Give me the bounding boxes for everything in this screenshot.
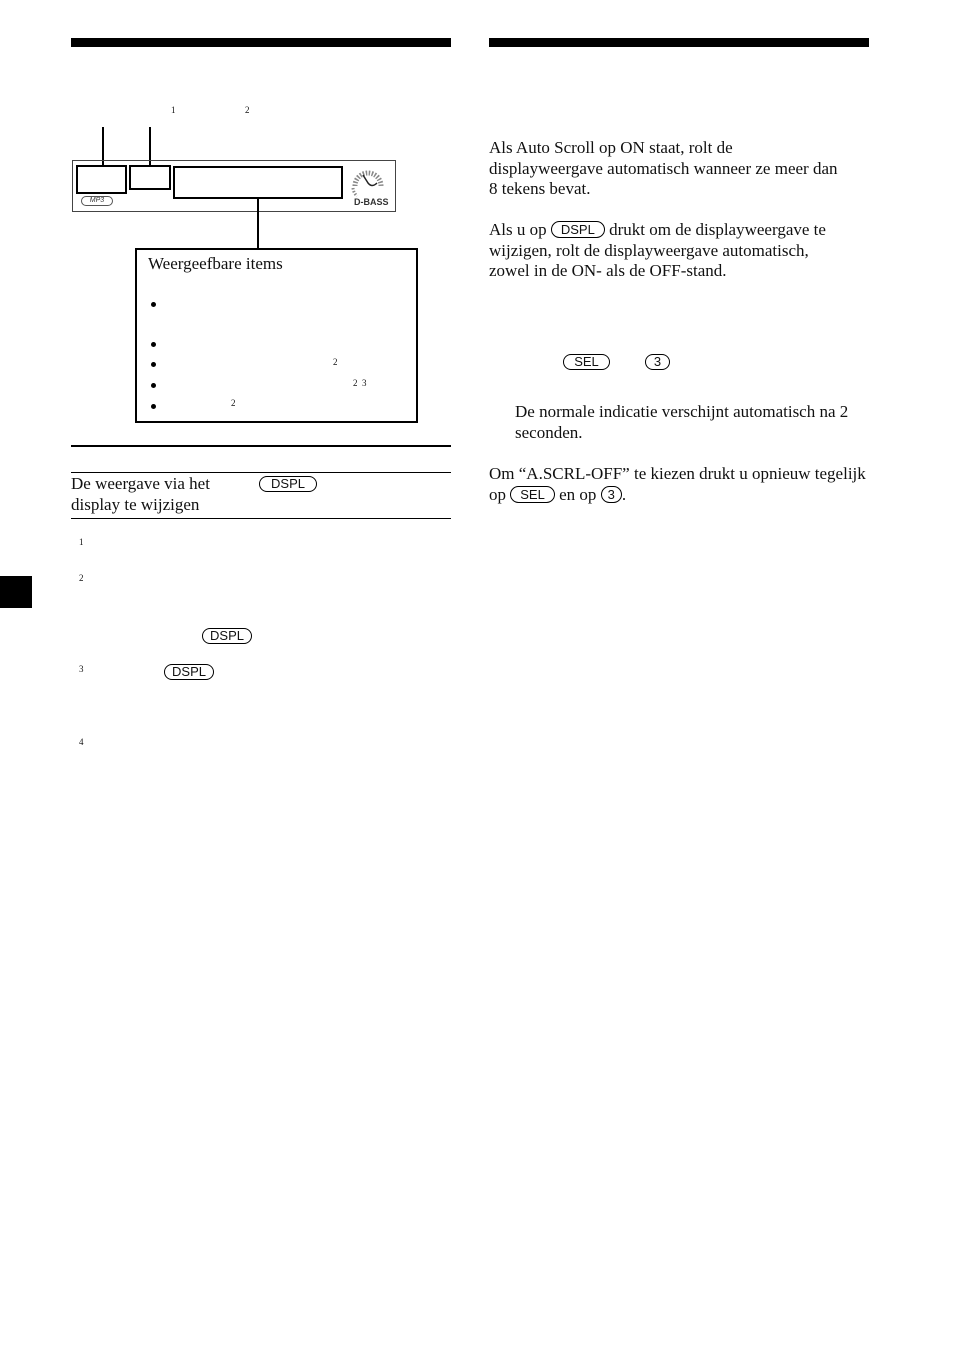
sel-button[interactable]: SEL bbox=[563, 354, 610, 370]
dspl-button[interactable]: DSPL bbox=[202, 628, 252, 644]
footnote-number: 2 bbox=[79, 573, 84, 583]
dspl-button[interactable]: DSPL bbox=[259, 476, 317, 492]
leader-line bbox=[257, 199, 259, 249]
auto-scroll-paragraph: Als Auto Scroll op ON staat, rolt de displayweergave automatisch wanneer ze meer dan 8 tekens bevat. bbox=[489, 138, 838, 198]
section-heading bbox=[71, 474, 210, 515]
footnote-number: 1 bbox=[79, 537, 84, 547]
sel-button[interactable]: SEL bbox=[510, 486, 555, 503]
item-footnote-mark: 2 bbox=[333, 357, 338, 367]
item-bullet bbox=[151, 302, 156, 307]
display-segment-1 bbox=[76, 165, 127, 194]
display-segment-2 bbox=[129, 165, 171, 190]
item-footnote-mark: 2 bbox=[231, 398, 236, 408]
item-footnote-mark: 2 3 bbox=[353, 378, 367, 388]
footnote-number: 3 bbox=[79, 664, 84, 674]
items-box-title: Weergeefbare items bbox=[148, 254, 283, 273]
mp3-badge: MP3 bbox=[81, 196, 113, 206]
left-top-rule bbox=[71, 38, 451, 47]
section-rule-thick bbox=[71, 445, 451, 447]
scroll-off-paragraph: Om “A.SCRL-OFF” te kiezen drukt u opnieuw tegelijk op SEL en op 3 . bbox=[489, 464, 866, 504]
preset-3-button[interactable]: 3 bbox=[645, 354, 670, 370]
note-paragraph: De normale indicatie verschijnt automatisch na 2 seconden. bbox=[515, 402, 849, 442]
dspl-button[interactable]: DSPL bbox=[164, 664, 214, 680]
item-bullet bbox=[151, 342, 156, 347]
item-bullet bbox=[151, 404, 156, 409]
footnote-number: 4 bbox=[79, 737, 84, 747]
displayable-items-box bbox=[135, 248, 418, 423]
heading-line-2: display te wijzigen bbox=[71, 494, 200, 514]
section-rule-lower bbox=[71, 518, 451, 519]
dbass-logo-text: D-BASS bbox=[354, 197, 389, 207]
item-bullet bbox=[151, 362, 156, 367]
section-rule-upper bbox=[71, 472, 451, 473]
dspl-button[interactable]: DSPL bbox=[551, 221, 605, 238]
footnote-mark: 1 bbox=[171, 105, 176, 115]
item-bullet bbox=[151, 383, 156, 388]
dspl-paragraph: Als u op DSPL drukt om de displayweergave te wijzigen, rolt de displayweergave automatisch, zowel in de ON- als de OFF-stand. bbox=[489, 220, 826, 280]
right-top-rule bbox=[489, 38, 869, 47]
display-segment-text bbox=[173, 166, 343, 199]
heading-line-1: De weergave via het bbox=[71, 474, 210, 493]
preset-3-button[interactable]: 3 bbox=[601, 486, 622, 503]
page-edge-tab bbox=[0, 576, 32, 608]
footnote-mark: 2 bbox=[245, 105, 250, 115]
